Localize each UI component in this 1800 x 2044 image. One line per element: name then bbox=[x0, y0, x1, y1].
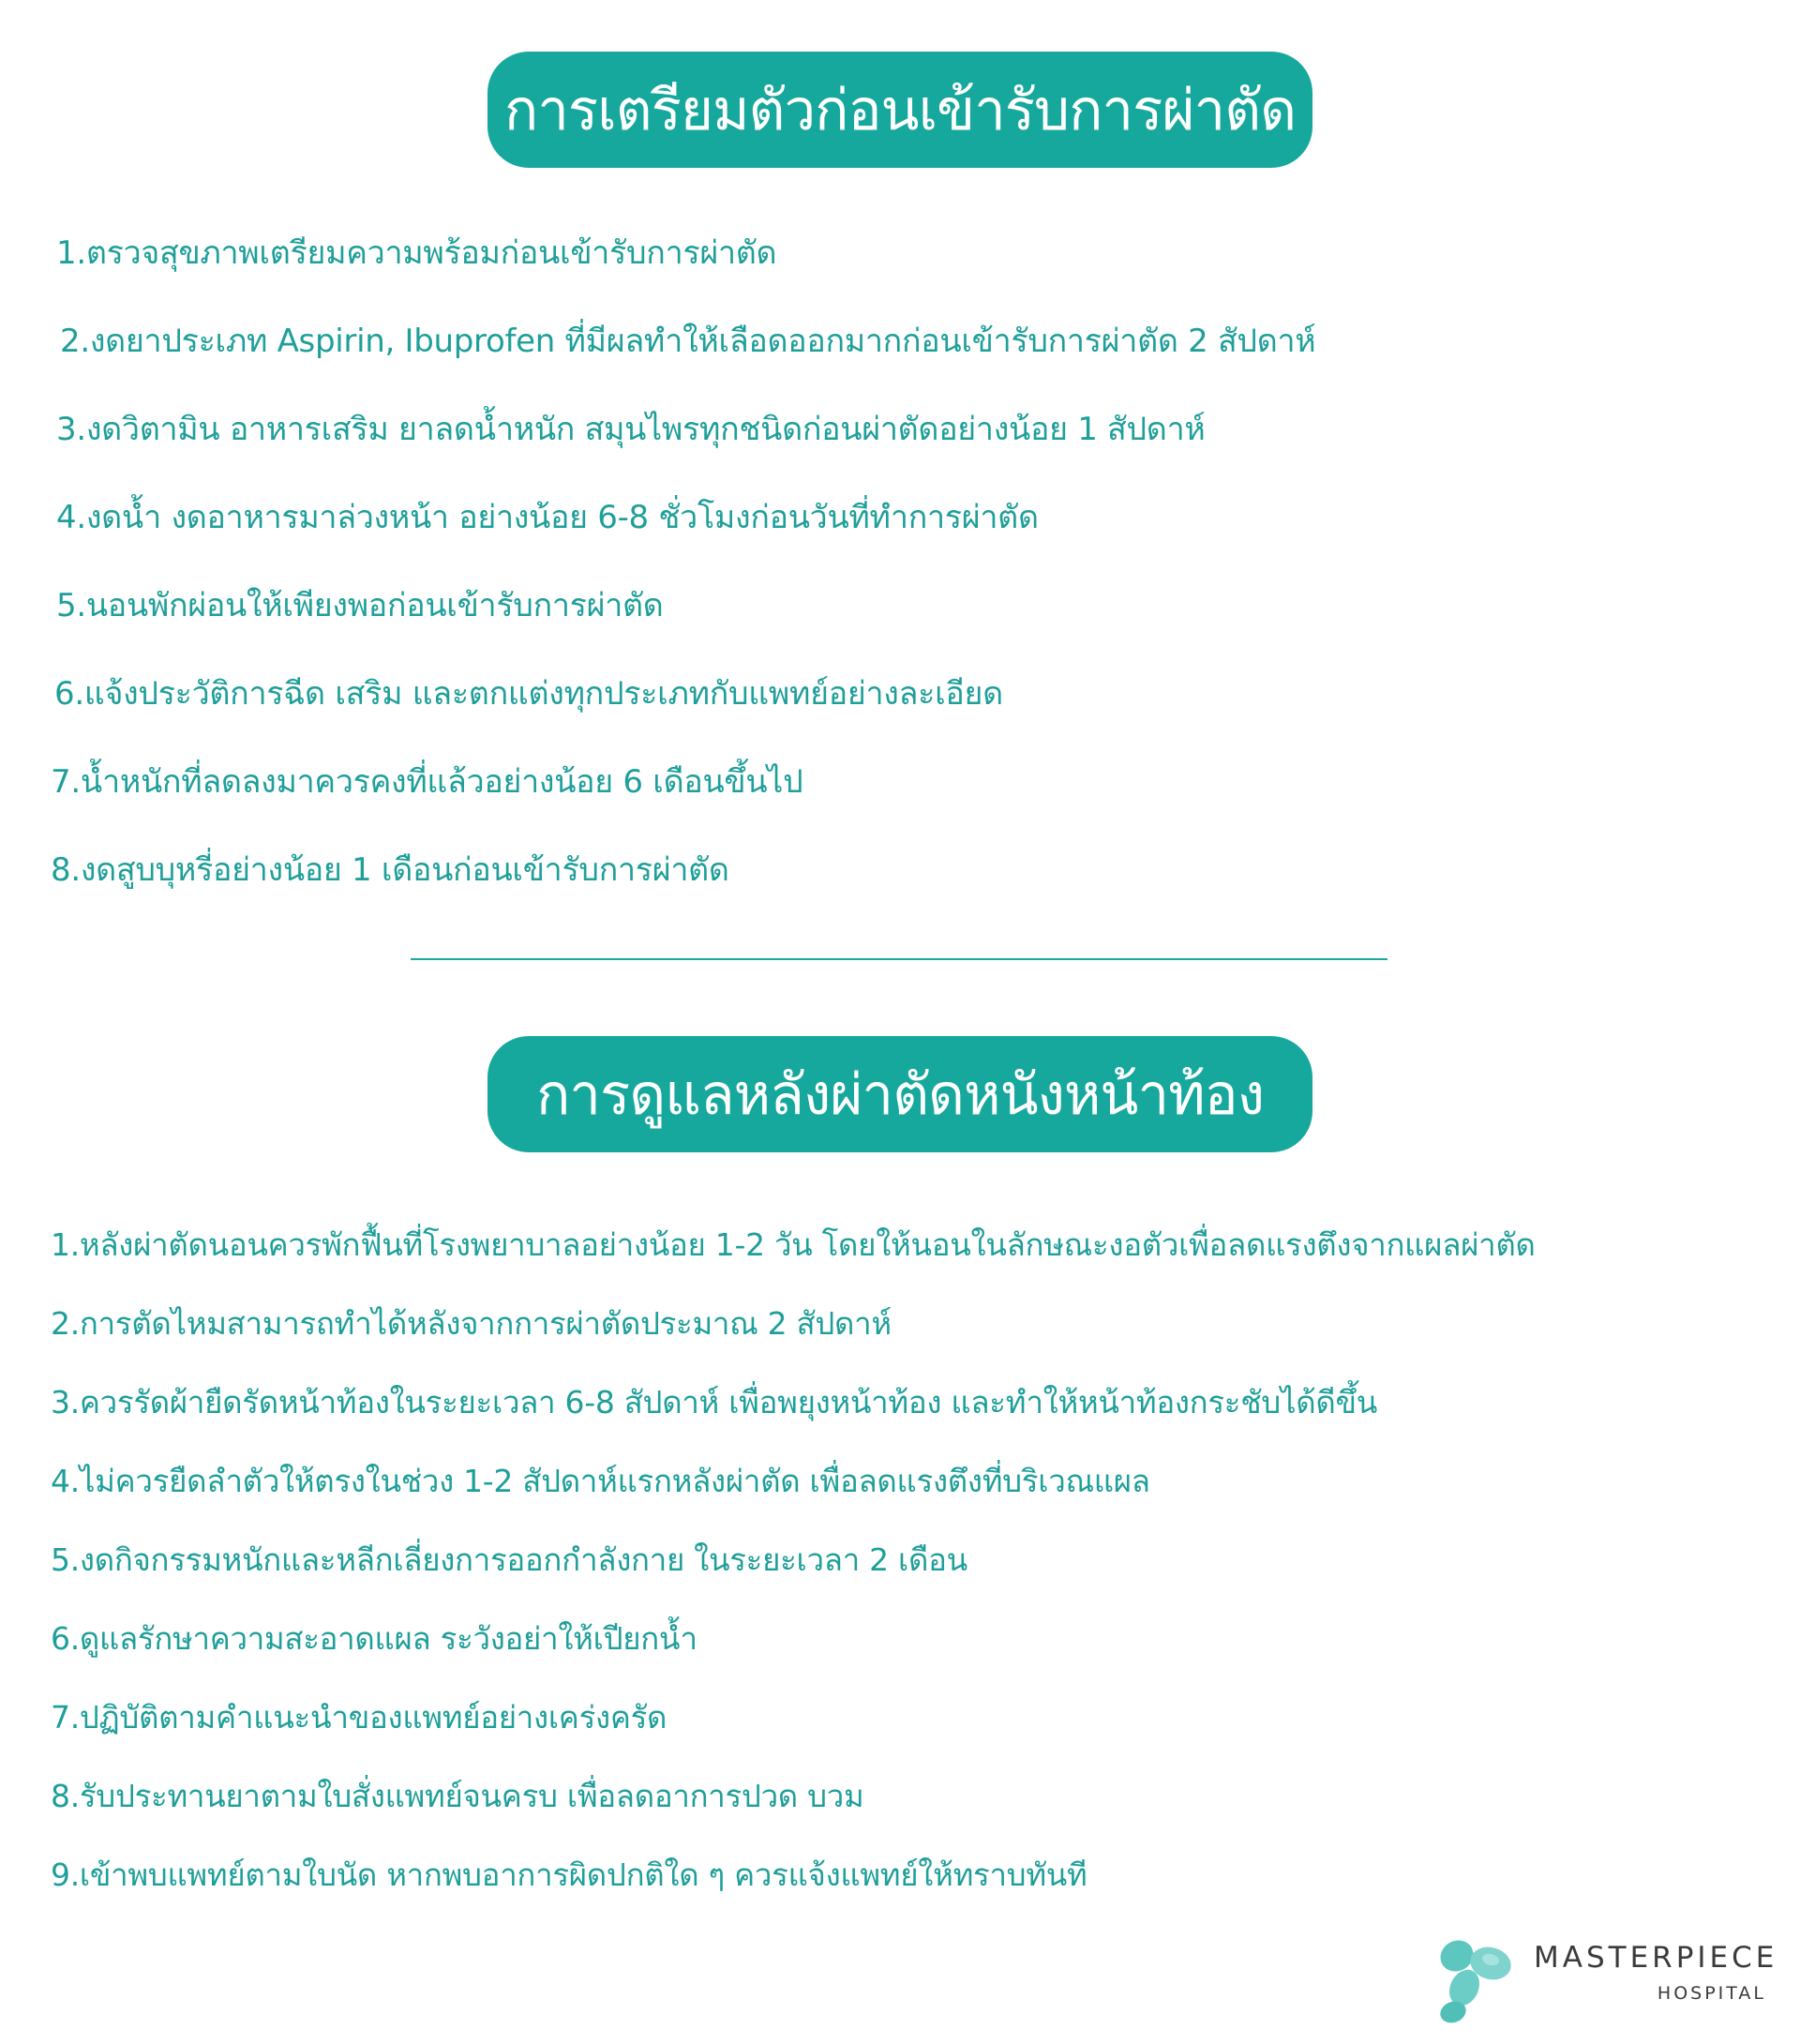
list-item: 1.ตรวจสุขภาพเตรียมความพร้อมก่อนเข้ารับการผ่าตัด bbox=[56, 234, 777, 272]
list-item: 6.แจ้งประวัติการฉีด เสริม และตกแต่งทุกประเภทกับแพทย์อย่างละเอียด bbox=[54, 675, 1003, 713]
list-item: 1.หลังผ่าตัดนอนควรพักฟื้นที่โรงพยาบาลอย่างน้อย 1-2 วัน โดยให้นอนในลักษณะงอตัวเพื่อลดแรงตึงจากแผลผ่าตัด bbox=[51, 1226, 1536, 1263]
list-item: 8.งดสูบบุหรี่อย่างน้อย 1 เดือนก่อนเข้ารับการผ่าตัด bbox=[51, 851, 729, 889]
brand-subtitle: HOSPITAL bbox=[1657, 1983, 1766, 2004]
list-item: 7.ปฏิบัติตามคำแนะนำของแพทย์อย่างเคร่งครัด bbox=[51, 1699, 668, 1736]
list-item: 6.ดูแลรักษาความสะอาดแผล ระวังอย่าให้เปียกน้ำ bbox=[51, 1620, 698, 1657]
list-item: 5.งดกิจกรรมหนักและหลีกเลี่ยงการออกกำลังกาย ในระยะเวลา 2 เดือน bbox=[51, 1541, 968, 1578]
list-item: 2.งดยาประเภท Aspirin, Ibuprofen ที่มีผลทำให้เลือดออกมากก่อนเข้ารับการผ่าตัด 2 สัปดาห์ bbox=[60, 323, 1316, 360]
list-item: 9.เข้าพบแพทย์ตามใบนัด หากพบอาการผิดปกติใด ๆ ควรแจ้งแพทย์ให้ทราบทันที bbox=[51, 1856, 1088, 1893]
list-item: 7.น้ำหนักที่ลดลงมาควรคงที่แล้วอย่างน้อย 6 เดือนขึ้นไป bbox=[51, 763, 803, 801]
section-2-title-banner bbox=[488, 1036, 1312, 1152]
list-item: 4.งดน้ำ งดอาหารมาล่วงหน้า อย่างน้อย 6-8 ชั่วโมงก่อนวันที่ทำการผ่าตัด bbox=[56, 499, 1039, 536]
section-2-title: การดูแลหลังผ่าตัดหนังหน้าท้อง bbox=[535, 1061, 1265, 1128]
list-item: 2.การตัดไหมสามารถทำได้หลังจากการผ่าตัดประมาณ 2 สัปดาห์ bbox=[51, 1305, 892, 1342]
list-item: 8.รับประทานยาตามใบสั่งแพทย์จนครบ เพื่อลดอาการปวด บวม bbox=[51, 1778, 864, 1814]
section-1-title-banner bbox=[488, 52, 1312, 168]
list-item: 4.ไม่ควรยืดลำตัวให้ตรงในช่วง 1-2 สัปดาห์แรกหลังผ่าตัด เพื่อลดแรงตึงที่บริเวณแผล bbox=[51, 1463, 1150, 1499]
butterfly-icon bbox=[1432, 1931, 1526, 2025]
list-item: 3.งดวิตามิน อาหารเสริม ยาลดน้ำหนัก สมุนไพรทุกชนิดก่อนผ่าตัดอย่างน้อย 1 สัปดาห์ bbox=[56, 411, 1206, 448]
section-1-title: การเตรียมตัวก่อนเข้ารับการผ่าตัด bbox=[503, 77, 1297, 143]
list-item: 3.ควรรัดผ้ายืดรัดหน้าท้องในระยะเวลา 6-8 สัปดาห์ เพื่อพยุงหน้าท้อง และทำให้หน้าท้องกระชับได้ดีขึ้น bbox=[51, 1384, 1378, 1420]
list-item: 5.นอนพักผ่อนให้เพียงพอก่อนเข้ารับการผ่าตัด bbox=[56, 587, 664, 624]
brand-name: MASTERPIECE bbox=[1534, 1941, 1778, 1975]
section-divider bbox=[411, 958, 1388, 960]
hospital-logo bbox=[1432, 1931, 1778, 2025]
